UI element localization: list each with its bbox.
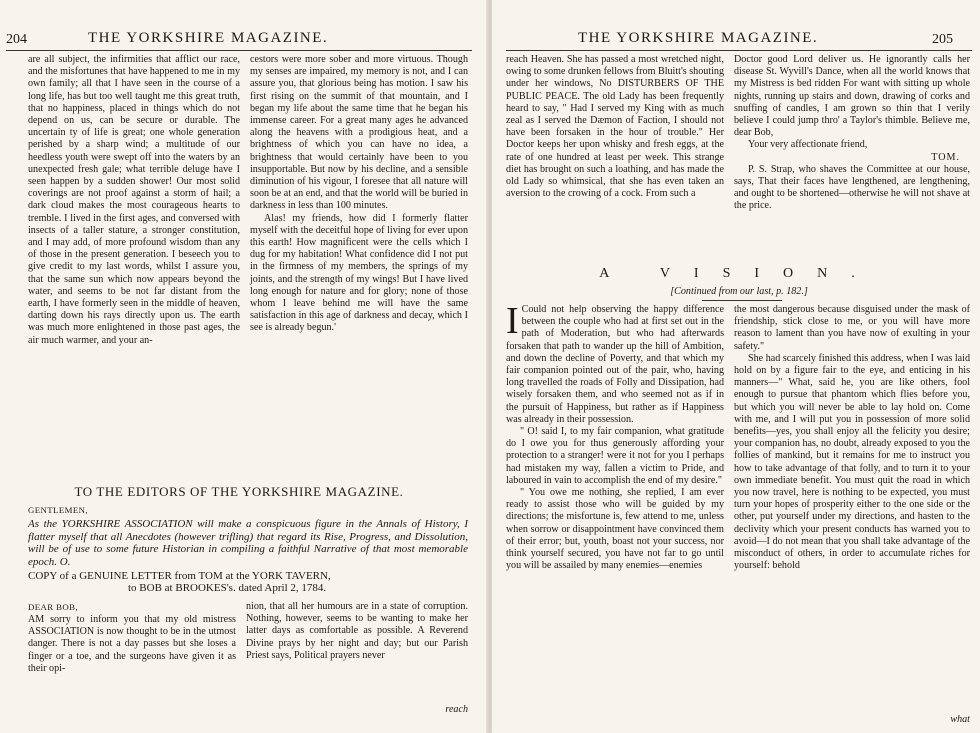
signature: TOM.	[931, 151, 960, 163]
right-page	[492, 0, 980, 733]
letter-salutation: DEAR BOB,	[28, 602, 79, 612]
letter-text: AM sorry to inform you that my old mistress ASSOCIATION is now thought to be in the utmost danger. There is not a day passes but she loses a finger or a toe, and the surgeons have given it as their opi-	[28, 614, 236, 674]
body-text: cestors were more sober and more virtuous. Though my senses are impaired, my memory is not, and I can assure you, that glorious being has motion. I saw his first rising on the summit of that mountain, and I began my life about the same time that he began his immense career. For a great many ages he advanced along the heavens with a prodigious heat, and a brightness of which you can have no idea, a brightness that would certainly have been to you insupportable. But now by his decline, and a sensible diminution of his vigour, I foresee that all nature will soon be at an end, and that the world will be buried in darkness in less than 100 minutes.	[250, 54, 468, 212]
header-rule	[506, 50, 972, 51]
column-left-2	[250, 54, 468, 472]
page-number: 204	[6, 32, 27, 47]
body-text: are all subject, the infirmities that afflict our race, and the misfortunes that have happened to me in my own family; all that I have seen in the course of a long life, has but too well taught me this great truth, that no happiness, placed in things which do not depend on us, can be secure or durable. The uncertain ty of life is great; one whole generation perished by a sharp wind; a multitude of our heedless youth were swept off into the waters by an unexpected fresh gale; what terrible deluge have I seen happen by a sudden shower! Our most solid coverings are not proof against a storm of hail; a dark cloud makes the most courageous hearts to tremble. I lived in the first ages, and conversed with insects of a taller stature, a stronger constitution, and I may add, of more profound wisdom than any of those in the present generation. I beseech you to give credit to my last words, whilst I assure you, that the same sun which now appears beyond the water, and seems to be not far distant from the earth, I have formerly seen in the middle of heaven, darting down his rays directly upon us. The earth was much more enlightened in those past ages, the air much warmer, and your an-	[28, 54, 240, 346]
vision-column-1	[506, 300, 724, 716]
column-right-2	[734, 54, 970, 266]
column-right-1	[506, 54, 724, 266]
vision-paragraph: " You owe me nothing, she replied, I am ever ready to assist those who will be guided by my directions; the misfortune is, few attend to me, unless when sorrow or disappointment have convinced them of their error; but, youth, boast not your success, nor think yourself secured, you have not far to go until you will be assailed by many enemies—enemies	[506, 487, 724, 572]
letter-text: nion, that all her humours are in a state of corruption. Nothing, however, seems to be wanting to make her latter days as comfortable as possible. A Reverend Divine prays by her night and day; but our Parish Priest says, Political prayers never	[246, 601, 468, 661]
postscript: P. S. Strap, who shaves the Committee at our house, says, That their faces have lengthened, are lengthening, and ought to be shortened—otherwise he will not shave at the price.	[734, 163, 970, 212]
continued-note: [Continued from our last, p. 182.]	[670, 286, 808, 297]
running-head: THE YORKSHIRE MAGAZINE.	[578, 30, 819, 46]
quote-paragraph: Alas! my friends, how did I formerly flatter myself with the deceitful hope of living for ever upon this earth! How magnificent were the cells which I dug for my habitation! What confidence did I not put in the firmness of my members, the springs of my joints, and the strength of my wings! But I have lived long enough for nature and for glory; none of those whom I leave behind me will have the same satisfaction in this age of darkness and decay, which I see is already begun.'	[250, 212, 468, 334]
header-rule	[6, 50, 472, 51]
running-head: THE YORKSHIRE MAGAZINE.	[88, 30, 329, 46]
letter-column-1	[28, 614, 236, 700]
body-text: Doctor good Lord deliver us. He ignorantly calls her disease St. Wyvill's Dance, when all the world knows that my Mistress is bed ridden For want with sitting up whole nights, running up stairs and down, drawing of corks and snuffing of candles, I am grown so thin that I verily believe I could jump thro' a Taylor's thimble. Believe me, dear Bob,	[734, 54, 970, 139]
vision-text: Could not help observing the happy difference between the couple who had at first set out in the path of Moderation, but who had afterwards forsaken that path to wander up the hill of Ambition, and down the decline of Poverty, and that which my fair companion pointed out of the pair, who, having long travelled the roads of Folly and Dissipation, had wisely forsaken them, and who seemed not as if in the pursuit of Happiness, but rather as if Happiness was already in their possession.	[506, 304, 724, 425]
left-page	[0, 0, 488, 733]
body-text: reach Heaven. She has passed a most wretched night, owing to some drunken fellows from Bluitt's shouting under her windows, No DISTURBERS OF THE PUBLIC PEACE. The old Lady has been frequently heard to say, " Had I served my King with as much zeal as I served the Dæmon of Faction, I should not have been forsaken in the hour of trouble." Her Doctor keeps her upon whisky and fresh eggs, at the rate of one hundred at least per week. This strange diet has brought on such a loathing, and has made the old Lady so whimsical, that she has even taken an aversion to the crowing of a cock. From such a	[506, 54, 724, 200]
vision-paragraph: She had scarcely finished this address, when I was laid hold on by a figure fair to the eye, and enticing in his manners—" What, said he, you are like others, fool enough to pursue that phantom which flies before you, but which you will never be able to lay hold on. Come with me, and I will put you in possession of more solid benefits—yes, you shall enjoy all the felicity you desire; your companion has, no doubt, already exposed to you the follies of mankind, but it remains for me to instruct you how to take advantage of that folly, and to turn it to your own immediate benefit. You must quit the road in which you now travel, here is nothing to be expected, you must turn your hopes of prosperity either to the one side or the other, put yourself under my directions, and hasten to the declivity which your present conducts has warned you to avoid—I do not mean that you shall take advantage of the misconduct of others, in order to accumulate riches for yourself: behold	[734, 352, 970, 572]
catchword: what	[950, 714, 970, 725]
letter-heading	[28, 570, 468, 594]
vision-paragraph: " O! said I, to my fair companion, what gratitude do I owe you for thus generously affording your protection to a stranger! were it not for you I perhaps had mistaken my way, fallen a victim to Pride, and laboured in vain to accomplish the end of my desire."	[506, 426, 724, 486]
closing-line: Your very affectionate friend,	[748, 139, 868, 151]
drop-cap: I	[506, 300, 519, 342]
vision-column-2	[734, 304, 970, 716]
gentlemen-salutation: GENTLEMEN,	[28, 505, 88, 515]
letter-column-2	[246, 601, 468, 701]
section-rule	[702, 300, 782, 301]
letter-heading-line-2: to BOB at BROOKES's. dated April 2, 1784.	[128, 582, 327, 595]
vision-title: A VISION.	[599, 266, 879, 281]
association-note: As the YORKSHIRE ASSOCIATION will make a conspicuous figure in the Annals of History, I flatter myself that all Anecdotes (however trifling) that regard its Rise, Progress, and Dissolution, will be of use to some future Historian in compiling a faithful Narrative of that most memorable epoch. O.	[28, 518, 468, 568]
page-number: 205	[932, 32, 953, 47]
vision-text: the most dangerous because disguised under the mask of friendship, stick close to me, or you will have more reason to lament than you have now of exulting in your safety."	[734, 304, 970, 352]
column-left-1	[28, 54, 240, 472]
letter-heading-line-1: COPY of a GENUINE LETTER from TOM at the YORK TAVERN,	[28, 570, 331, 582]
editors-heading: TO THE EDITORS OF THE YORKSHIRE MAGAZINE.	[74, 484, 404, 499]
catchword: reach	[445, 704, 468, 715]
